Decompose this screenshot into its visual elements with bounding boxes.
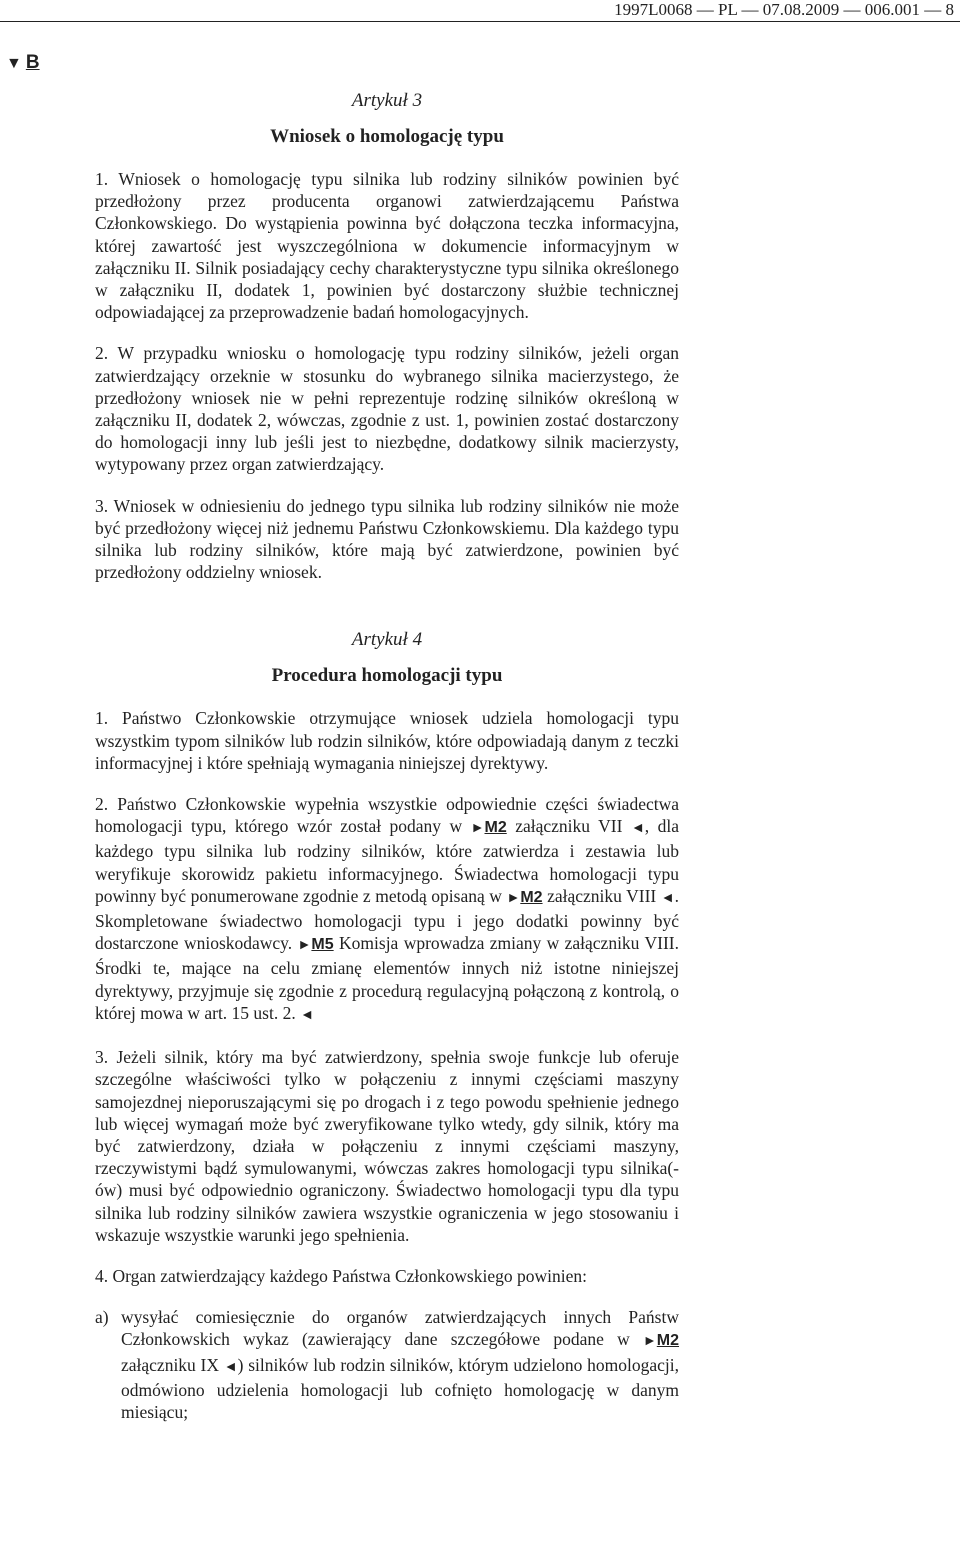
amendment-code: M2 [484,819,507,837]
article-4-title: Artykuł 4 [351,629,423,651]
article-4-paragraph-3: 3. Jeżeli silnik, który ma być zatwierdzony, spełnia swoje funkcje lub oferuje szczególne właściwości tylko w połączeniu z innymi częściami maszyny samojezdnej nieporuszającymi się po drogach i z tego powodu spełnienie jednego lub więcej wymagań może być zweryfikowane tylko wtedy, gdy silnik, który ma być zatwierdzony, działa w połączeniu z innymi częściami maszyny, rzeczywistymi bądź symulowanymi, wówczas zakres homologacji typu silnika(-ów) musi być odpowiednio ograniczony. Świadectwo homologacji typu dla typu silnika lub rodziny silników zawiera wszystkie ograniczenia w jego stosowaniu i wskazuje wszystkie warunki jego spełnienia. [95,1047,679,1245]
triangle-left-icon: ◄ [630,821,645,837]
paragraph-text: załączniku VII [515,816,623,837]
triangle-left-icon: ◄ [300,1007,314,1023]
paragraph-text: załączniku VIII [547,885,657,906]
marker-label: B [25,52,40,73]
amendment-code: M2 [656,1332,680,1350]
amendment-code: M5 [311,936,334,954]
list-item-a [95,1306,679,1423]
document-header: 1997L0068 — PL — 07.08.2009 — 006.001 — 8 [0,0,960,22]
article-4-paragraph-1: 1. Państwo Członkowskie otrzymujące wniosek udziela homologacji typu wszystkim typom silników lub rodzin silników, które odpowiadają danym z teczki informacyjnej i które spełniają wymagania niniejszej dyrektywy. [95,708,679,773]
triangle-right-icon: ► [506,890,521,906]
article-4-paragraph-4: 4. Organ zatwierdzający każdego Państwa Członkowskiego powinien: [95,1265,587,1286]
article-3-heading: Wniosek o homologację typu [270,126,504,147]
article-3-paragraph-1: 1. Wniosek o homologację typu silnika lub rodziny silników powinien być przedłożony przez producenta organowi zatwierdzającemu Państwa Członkowskiego. Do wystąpienia powinna być dołączona teczka informacyjna, której zawartość jest wyszczególniona w dokumencie informacyjnym w załączniku II. Silnik posiadający cechy charakterystyczne typu silnika określonego w załączniku II, dodatek 1, powinien być dostarczony służbie technicznej odpowiadającej za przeprowadzenie badań homologacyjnych. [95,169,679,323]
article-3-paragraph-3: 3. Wniosek w odniesieniu do jednego typu silnika lub rodziny silników nie może być przedłożony więcej niż jednemu Państwu Członkowskiemu. Dla każdego typu silnika lub rodziny silników, które mają być zatwierdzone, powinien być przedłożony oddzielny wniosek. [95,495,679,583]
triangle-right-icon: ► [642,1334,657,1350]
paragraph-text: . Skompletowane świadectwo homologacji typu i jego dodatki powinny być dostarczone wnioskodawcy. [95,885,680,954]
amendment-ref-m2[interactable] [643,1329,679,1349]
list-item-label: a) [95,1307,109,1328]
paragraph-text: załączniku IX [121,1354,220,1375]
paragraph-text: , dla każdego typu silnika lub rodziny silników, które zatwierdza i zestawia lub weryfikuje skorowidz pakietu informacyjnego. Świadectwa homologacji typu powinny być ponumerowane zgodnie z metodą opisaną w [95,816,680,906]
triangle-left-icon: ◄ [660,890,675,906]
article-4-heading: Procedura homologacji typu [271,665,503,687]
paragraph-text: Komisja wprowadza zmiany w załączniku VIII. Środki te, mające na celu zmianę elementów innych niż istotne niniejszej dyrektywy, przyjmuje się zgodnie z procedurą regulacyjną połączoną z kontrolą, o której mowa w art. 15 ust. 2. [95,933,679,1023]
triangle-right-icon: ► [470,821,485,837]
article-4-paragraph-2 [95,793,679,1027]
paragraph-text: ) silników lub rodzin silników, którym udzielono homologacji, odmówiono udzielenia homologacji lub cofnięto homologację w danym miesiącu; [121,1354,680,1422]
paragraph-text: 2. Państwo Członkowskie wypełnia wszystkie odpowiednie części świadectwa homologacji typu, którego wzór został podany w [95,794,679,837]
amendment-ref-m2[interactable] [471,816,507,836]
triangle-right-icon: ► [297,938,312,954]
paragraph-text: wysyłać comiesięcznie do organów zatwierdzających innych Państw Członkowskich wykaz (zawierający dane szczegółowe podane w [121,1307,679,1350]
article-3-paragraph-2: 2. W przypadku wniosku o homologację typu rodziny silników, jeżeli organ zatwierdzający orzeknie w stosunku do wybranego silnika macierzystego, że przedłożony wniosek nie w pełni reprezentuje rodzinę silników określoną w załączniku II, dodatek 2, wówczas, zgodnie z ust. 1, powinien zostać dostarczony do homologacji inny lub jeśli jest to niezbędne, dodatkowy silnik macierzysty, wytypowany przez organ zatwierdzający. [95,343,679,475]
amendment-ref-m5[interactable] [298,933,334,953]
triangle-down-icon: ▼ [6,55,22,72]
article-3-title: Artykuł 3 [351,90,423,111]
list-item-text [121,1306,679,1423]
amendment-ref-m2[interactable] [506,886,542,906]
triangle-left-icon: ◄ [223,1359,238,1375]
amendment-code: M2 [520,888,543,906]
amendment-marker [6,52,40,74]
document-body [95,88,679,1423]
